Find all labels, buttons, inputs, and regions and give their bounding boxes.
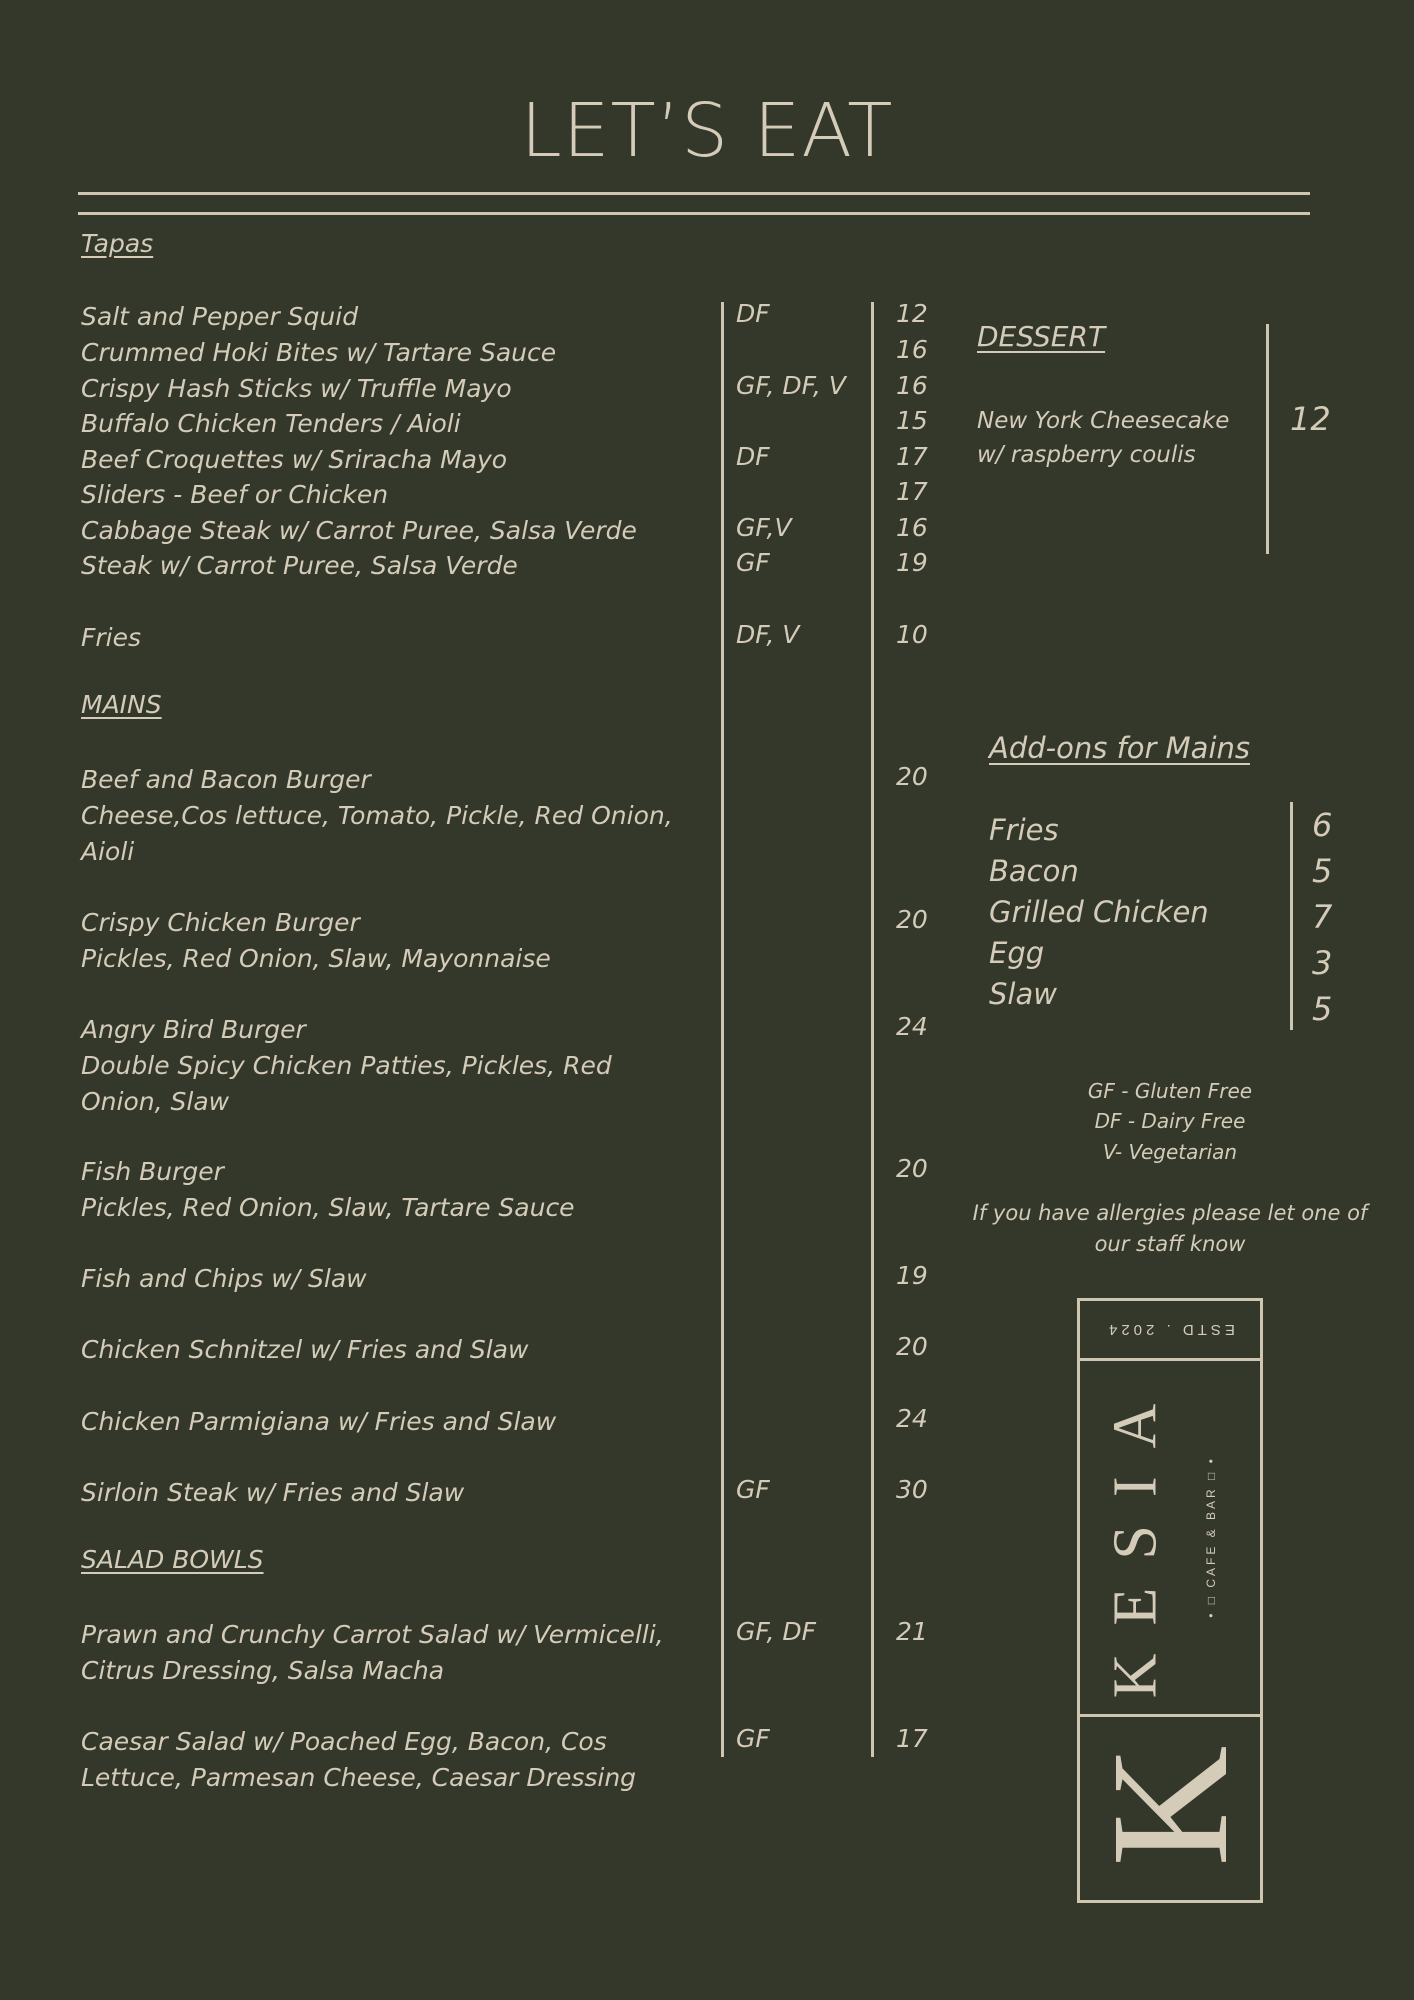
logo-estd: ESTD . 2024 [1105, 1321, 1235, 1338]
dessert-item-name: New York Cheesecake [977, 408, 1230, 434]
legend-v: V- Vegetarian [1102, 1140, 1238, 1164]
allergy-note-line1: If you have allergies please let one of [972, 1201, 1368, 1225]
addon-price: 6 [1312, 806, 1333, 844]
addon-name: Egg [989, 936, 1045, 970]
addon-name: Grilled Chicken [989, 895, 1209, 929]
addon-price: 7 [1312, 898, 1333, 936]
menu-item-price: 15 [896, 406, 928, 435]
addon-name: Fries [989, 813, 1059, 847]
menu-item-price: 17 [896, 477, 928, 506]
legend-gf: GF - Gluten Free [1087, 1079, 1253, 1103]
dessert-heading: DESSERT [977, 320, 1106, 353]
menu-item-price: 10 [896, 620, 928, 649]
menu-item-description: Pickles, Red Onion, Slaw, Tartare Sauce [81, 1193, 575, 1222]
logo-monogram: K [1077, 1745, 1263, 1867]
menu-item-price: 21 [896, 1617, 928, 1646]
menu-item-name: Crummed Hoki Bites w/ Tartare Sauce [81, 338, 557, 367]
menu-item-name: Prawn and Crunchy Carrot Salad w/ Vermicelli, [81, 1620, 664, 1649]
flags-column-divider [721, 302, 724, 1757]
dietary-flags: GF [736, 1724, 770, 1753]
title-rule-bottom [78, 212, 1310, 215]
addon-price: 3 [1312, 944, 1333, 982]
menu-item-description: Double Spicy Chicken Patties, Pickles, Red [81, 1051, 612, 1080]
price-column-divider [871, 302, 874, 1757]
menu-item-price: 12 [896, 299, 928, 328]
menu-item-name: Fish and Chips w/ Slaw [81, 1264, 367, 1293]
kesia-logo [1077, 1298, 1263, 1903]
menu-item-name: Fish Burger [81, 1157, 224, 1186]
logo-estd-area [1080, 1301, 1260, 1358]
menu-item-price: 19 [896, 1261, 928, 1290]
dietary-flags: DF [736, 442, 770, 471]
menu-item-price: 16 [896, 513, 928, 542]
dietary-flags: GF, DF [736, 1617, 817, 1646]
menu-item-price: 17 [896, 1724, 928, 1753]
menu-item-price: 16 [896, 371, 928, 400]
addons-heading: Add-ons for Mains [989, 731, 1250, 765]
addon-price: 5 [1312, 990, 1333, 1028]
menu-item-name: Salt and Pepper Squid [81, 302, 359, 331]
menu-item-name: Steak w/ Carrot Puree, Salsa Verde [81, 551, 518, 580]
dessert-divider [1266, 324, 1269, 554]
menu-item-price: 30 [896, 1475, 928, 1504]
logo-tagline: • □ CAFE & BAR □ • [1204, 1456, 1218, 1618]
menu-item-name: Chicken Schnitzel w/ Fries and Slaw [81, 1335, 529, 1364]
menu-item-description: Pickles, Red Onion, Slaw, Mayonnaise [81, 944, 551, 973]
menu-item-price: 20 [896, 1154, 928, 1183]
allergy-note-line2: our staff know [1094, 1232, 1246, 1256]
dessert-price: 12 [1290, 400, 1331, 438]
menu-item-price: 24 [896, 1404, 928, 1433]
logo-divider [1080, 1358, 1260, 1361]
addon-price: 5 [1312, 852, 1333, 890]
addons-divider [1290, 802, 1293, 1030]
addon-name: Bacon [989, 854, 1079, 888]
section-heading-salads: SALAD BOWLS [81, 1545, 264, 1574]
addon-name: Slaw [989, 977, 1057, 1011]
menu-item-name: Sliders - Beef or Chicken [81, 480, 389, 509]
logo-divider [1080, 1714, 1260, 1717]
dietary-flags: DF [736, 299, 770, 328]
menu-item-description: Citrus Dressing, Salsa Macha [81, 1656, 445, 1685]
title-rule-top [78, 192, 1310, 195]
menu-item-name: Fries [81, 623, 142, 652]
menu-item-price: 20 [896, 1332, 928, 1361]
menu-item-name: Chicken Parmigiana w/ Fries and Slaw [81, 1407, 557, 1436]
dietary-flags: GF, DF, V [736, 371, 846, 400]
menu-item-price: 20 [896, 762, 928, 791]
menu-item-price: 24 [896, 1012, 928, 1041]
menu-item-name: Crispy Chicken Burger [81, 908, 360, 937]
menu-item-price: 19 [896, 548, 928, 577]
menu-item-description: Onion, Slaw [81, 1087, 230, 1116]
menu-item-price: 16 [896, 335, 928, 364]
menu-item-description: Lettuce, Parmesan Cheese, Caesar Dressing [81, 1763, 637, 1792]
menu-item-name: Caesar Salad w/ Poached Egg, Bacon, Cos [81, 1727, 607, 1756]
logo-wordmark: KESIA [1101, 1375, 1170, 1699]
menu-item-description: Cheese,Cos lettuce, Tomato, Pickle, Red Onion, [81, 801, 673, 830]
dietary-flags: GF,V [736, 513, 792, 542]
menu-item-name: Cabbage Steak w/ Carrot Puree, Salsa Verde [81, 516, 637, 545]
section-heading-tapas: Tapas [81, 229, 154, 258]
legend-df: DF - Dairy Free [1094, 1109, 1246, 1133]
dietary-flags: DF, V [736, 620, 800, 649]
section-heading-mains: MAINS [81, 690, 162, 719]
menu-item-name: Beef and Bacon Burger [81, 765, 371, 794]
menu-item-name: Angry Bird Burger [81, 1015, 306, 1044]
dietary-flags: GF [736, 1475, 770, 1504]
page-title: LET’S EAT [520, 88, 894, 174]
menu-item-description: Aioli [81, 837, 135, 866]
menu-item-price: 20 [896, 905, 928, 934]
menu-item-name: Buffalo Chicken Tenders / Aioli [81, 409, 461, 438]
menu-item-name: Beef Croquettes w/ Sriracha Mayo [81, 445, 508, 474]
dietary-flags: GF [736, 548, 770, 577]
menu-item-name: Crispy Hash Sticks w/ Truffle Mayo [81, 374, 512, 403]
dessert-item-description: w/ raspberry coulis [977, 442, 1196, 468]
menu-item-price: 17 [896, 442, 928, 471]
menu-item-name: Sirloin Steak w/ Fries and Slaw [81, 1478, 465, 1507]
